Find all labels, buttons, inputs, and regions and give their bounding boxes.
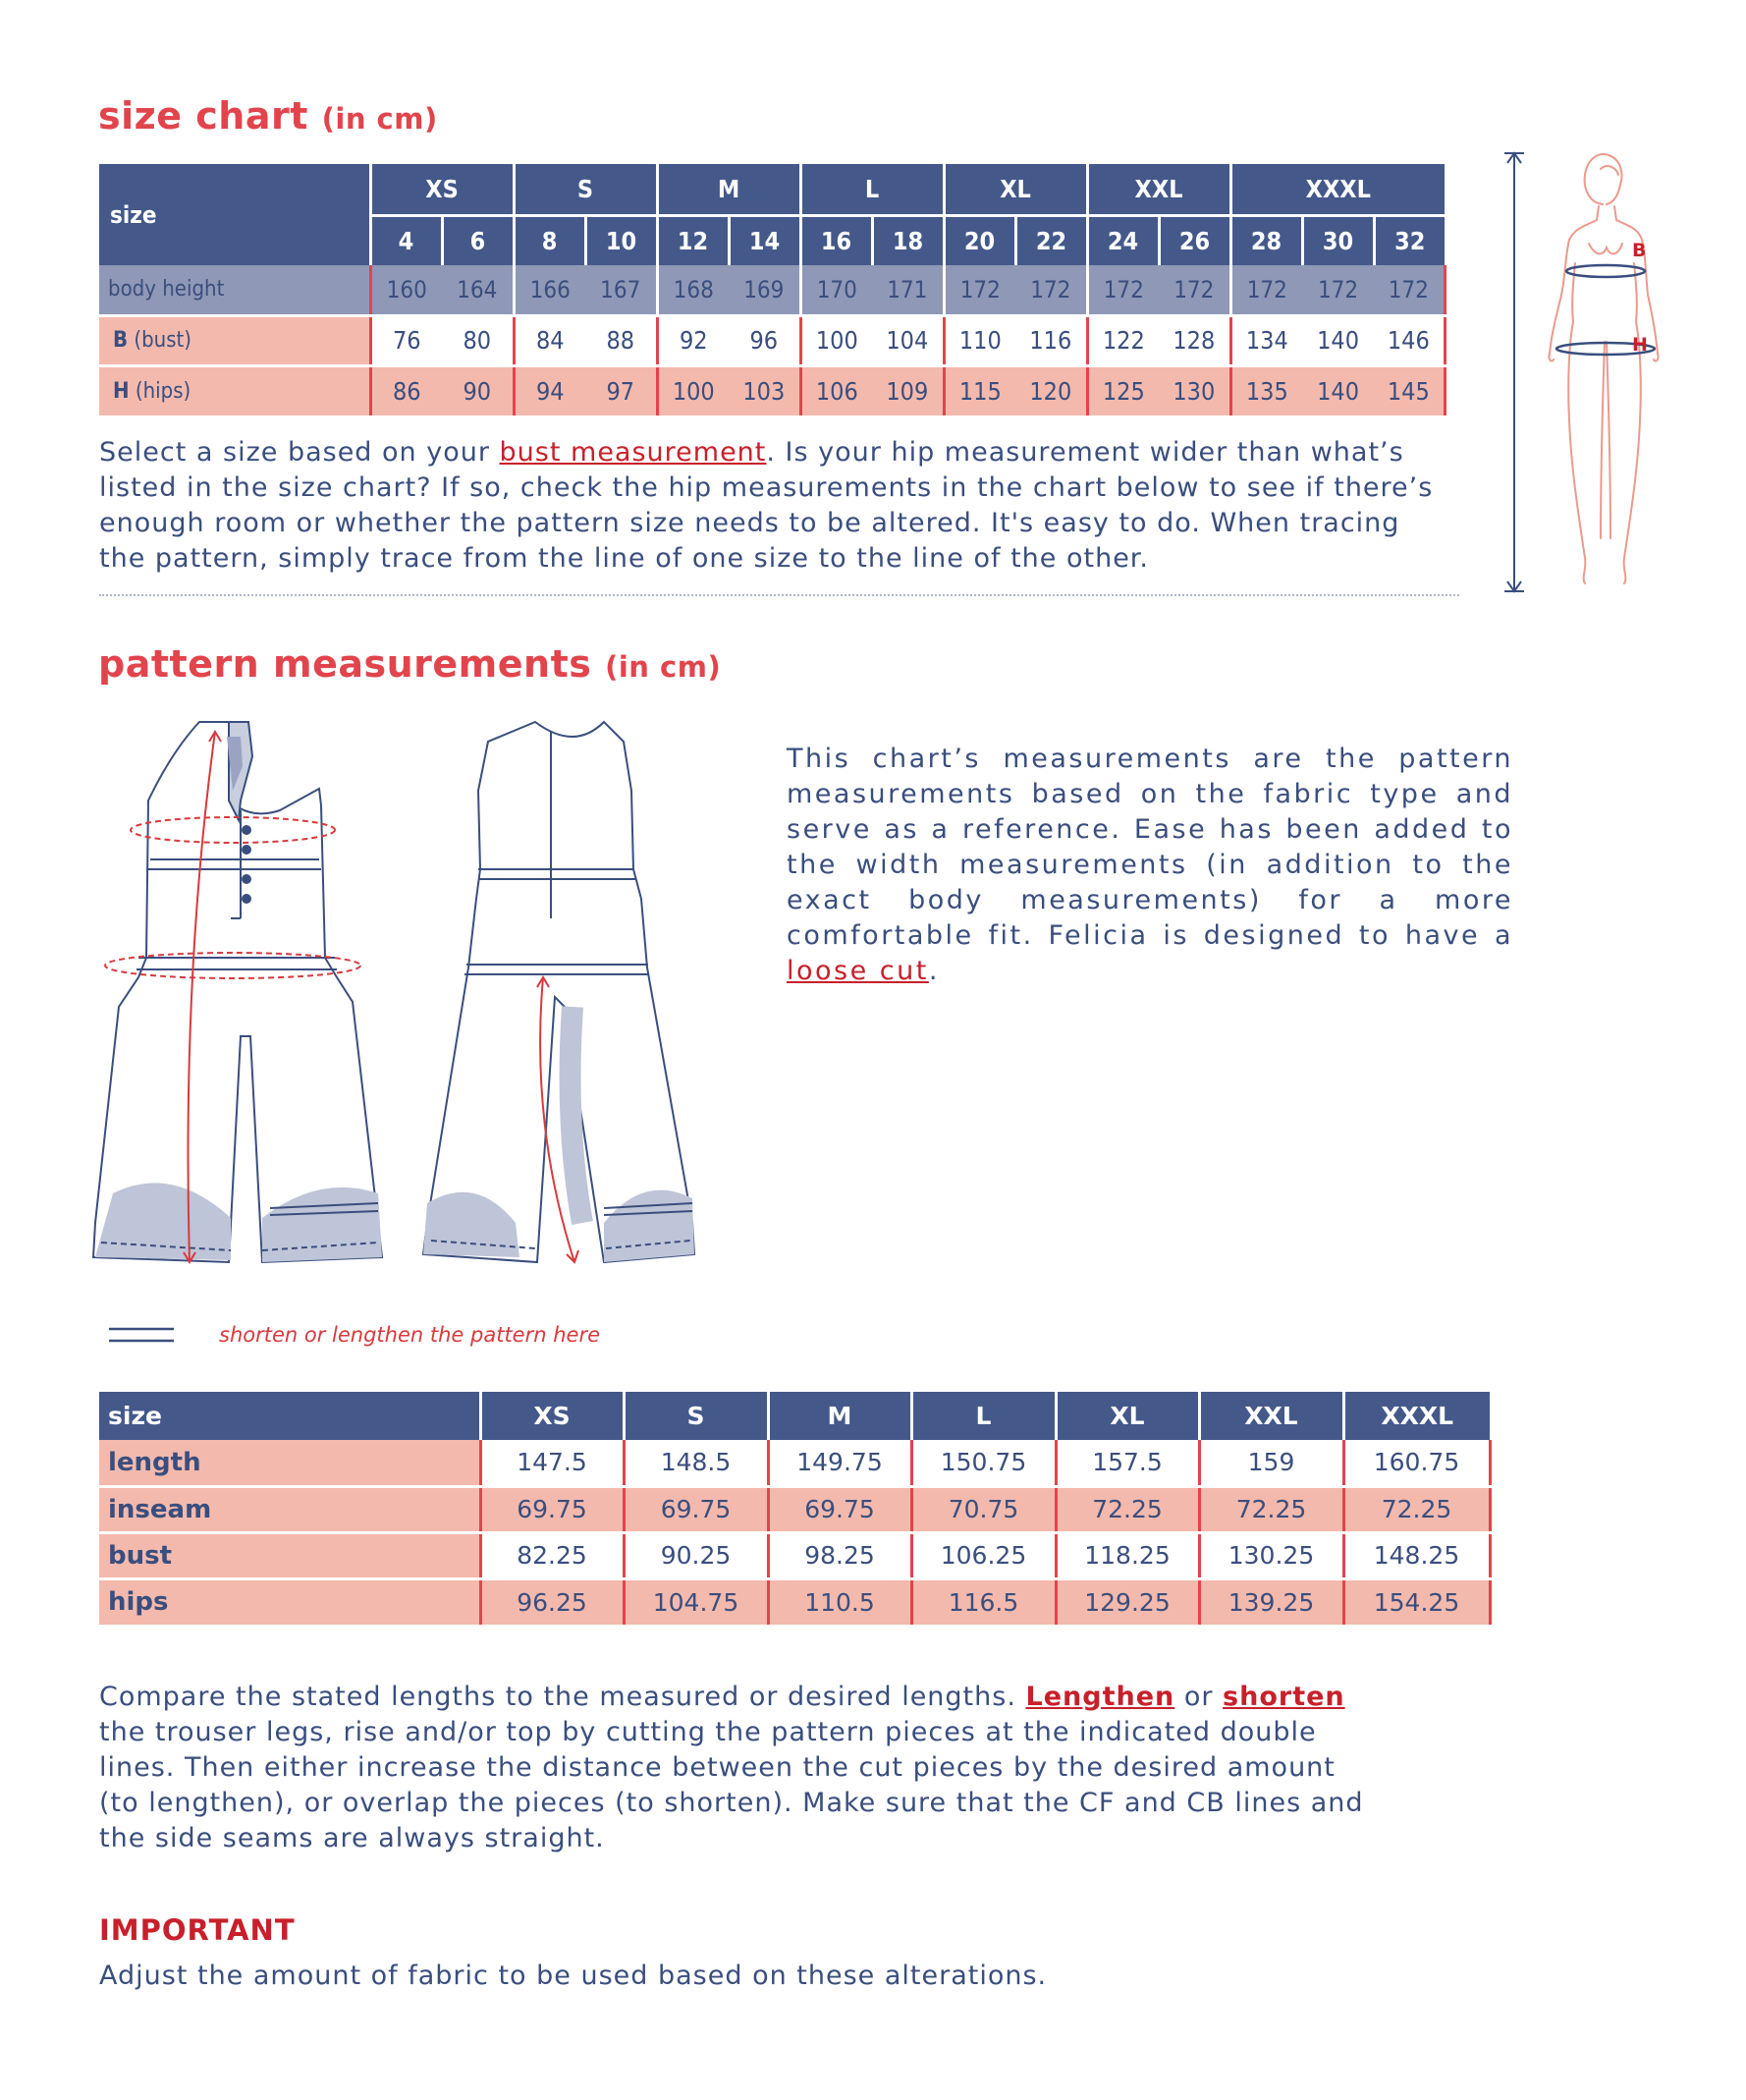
size-group-xs: XS: [370, 164, 514, 215]
body-height-row: [99, 265, 1445, 315]
size-number: 30: [1302, 215, 1374, 265]
pattern-cell: 69.75: [768, 1486, 911, 1532]
pattern-cell: 160.75: [1343, 1440, 1490, 1486]
pattern-description-end: .: [928, 956, 940, 986]
size-group-xl: XL: [944, 164, 1087, 215]
hips-value: 115: [944, 365, 1015, 415]
pattern-row-label: inseam: [99, 1486, 480, 1532]
size-number: 32: [1374, 215, 1445, 265]
hips-value: 130: [1159, 365, 1230, 415]
size-chart-unit: (in cm): [321, 102, 438, 136]
pattern-cell: 104.75: [624, 1578, 768, 1625]
pattern-size-xxl: XXL: [1199, 1392, 1343, 1440]
pattern-cell: 90.25: [624, 1532, 768, 1578]
pattern-cell: 72.25: [1056, 1486, 1199, 1532]
size-number: 12: [657, 215, 729, 265]
size-number: 16: [800, 215, 872, 265]
bust-value: 84: [514, 315, 585, 365]
hips-label-text: (hips): [135, 378, 191, 404]
body-height-value: 160: [370, 265, 442, 315]
pattern-header-label: size: [99, 1392, 480, 1440]
bust-label-text: (bust): [134, 328, 192, 353]
body-height-value: 164: [442, 265, 514, 315]
hips-value: 90: [442, 365, 514, 415]
shorten-link[interactable]: shorten: [1223, 1682, 1345, 1712]
pattern-cell: 69.75: [480, 1486, 624, 1532]
instructions-text-start: Select a size based on your: [99, 437, 500, 468]
size-group-xxl: XXL: [1087, 164, 1230, 215]
size-number: 28: [1230, 215, 1302, 265]
pattern-cell: 116.5: [911, 1578, 1056, 1625]
bust-value: 80: [442, 315, 514, 365]
figure-hips-label: H: [1632, 334, 1648, 356]
body-height-value: 170: [800, 265, 872, 315]
hips-value: 103: [729, 365, 800, 415]
body-height-value: 172: [1087, 265, 1159, 315]
size-chart-instructions: [99, 435, 1454, 577]
pattern-cell: 149.75: [768, 1440, 911, 1486]
pattern-row-label: hips: [99, 1578, 480, 1625]
pattern-cell: 98.25: [768, 1532, 911, 1578]
size-number: 26: [1159, 215, 1230, 265]
size-chart-table: [99, 164, 1446, 415]
size-number: 4: [370, 215, 442, 265]
pattern-cell: 72.25: [1199, 1486, 1343, 1532]
hips-value: 86: [370, 365, 442, 415]
hips-value: 100: [657, 365, 729, 415]
pattern-cell: 147.5: [480, 1440, 624, 1486]
body-height-label: body height: [99, 265, 370, 315]
alteration-text-1: Compare the stated lengths to the measured or desired lengths.: [99, 1682, 1026, 1712]
section-divider: [99, 594, 1459, 596]
pattern-cell: 139.25: [1199, 1578, 1343, 1625]
bust-measure-line: [1566, 265, 1645, 277]
pattern-size-xs: XS: [480, 1392, 624, 1440]
bust-value: 88: [585, 315, 657, 365]
pattern-cell: 130.25: [1199, 1532, 1343, 1578]
body-height-value: 171: [872, 265, 944, 315]
body-height-value: 172: [944, 265, 1015, 315]
bust-value: 122: [1087, 315, 1159, 365]
hips-value: 140: [1302, 365, 1374, 415]
bust-value: 92: [657, 315, 729, 365]
pattern-title-text: pattern measurements: [98, 642, 592, 686]
bust-value: 116: [1015, 315, 1087, 365]
hips-value: 145: [1374, 365, 1445, 415]
body-height-value: 172: [1302, 265, 1374, 315]
size-number: 20: [944, 215, 1015, 265]
pattern-row-length: [99, 1440, 1490, 1486]
size-group-row: [99, 164, 1445, 215]
bust-value: 140: [1302, 315, 1374, 365]
legend-text: shorten or lengthen the pattern here: [219, 1323, 600, 1347]
hips-label: [99, 365, 370, 415]
size-number: 22: [1015, 215, 1087, 265]
pattern-title: [98, 642, 721, 686]
important-heading: IMPORTANT: [99, 1913, 296, 1947]
pattern-description: [787, 742, 1513, 989]
size-number: 8: [514, 215, 585, 265]
pattern-cell: 148.25: [1343, 1532, 1490, 1578]
pattern-cell: 118.25: [1056, 1532, 1199, 1578]
bust-value: 128: [1159, 315, 1230, 365]
pattern-size-xxxl: XXXL: [1343, 1392, 1490, 1440]
size-group-m: M: [657, 164, 800, 215]
pattern-row-label: length: [99, 1440, 480, 1486]
size-chart-title-text: size chart: [98, 94, 308, 138]
pattern-row-label: bust: [99, 1532, 480, 1578]
pattern-cell: 157.5: [1056, 1440, 1199, 1486]
pattern-row-bust: [99, 1532, 1490, 1578]
size-number: 24: [1087, 215, 1159, 265]
pattern-row-hips: [99, 1578, 1490, 1625]
pattern-cell: 70.75: [911, 1486, 1056, 1532]
pattern-cell: 69.75: [624, 1486, 768, 1532]
bust-label: [99, 315, 370, 365]
jumpsuit-back: [423, 722, 694, 1262]
size-group-xxxl: XXXL: [1230, 164, 1445, 215]
pattern-cell: 154.25: [1343, 1578, 1490, 1625]
woman-outline: [1549, 154, 1658, 583]
pattern-cell: 110.5: [768, 1578, 911, 1625]
bust-row: [99, 315, 1445, 365]
hips-value: 94: [514, 365, 585, 415]
body-height-value: 169: [729, 265, 800, 315]
pattern-size-xl: XL: [1056, 1392, 1199, 1440]
hips-value: 125: [1087, 365, 1159, 415]
jumpsuit-front: [93, 722, 382, 1262]
pattern-cell: 82.25: [480, 1532, 624, 1578]
body-height-value: 172: [1159, 265, 1230, 315]
bust-value: 110: [944, 315, 1015, 365]
pattern-cell: 148.5: [624, 1440, 768, 1486]
pattern-unit: (in cm): [605, 650, 722, 684]
pattern-cell: 96.25: [480, 1578, 624, 1625]
hips-value: 106: [800, 365, 872, 415]
size-group-s: S: [514, 164, 657, 215]
pattern-cell: 150.75: [911, 1440, 1056, 1486]
size-group-l: L: [800, 164, 944, 215]
pattern-cell: 106.25: [911, 1532, 1056, 1578]
pattern-size-m: M: [768, 1392, 911, 1440]
pattern-cell: 72.25: [1343, 1486, 1490, 1532]
size-number: 18: [872, 215, 944, 265]
size-chart-title: [98, 94, 438, 138]
size-header-label: size: [99, 164, 370, 265]
bust-measurement-link[interactable]: bust measurement: [499, 437, 767, 468]
size-number: 6: [442, 215, 514, 265]
hips-value: 135: [1230, 365, 1302, 415]
body-figure-illustration: [1491, 145, 1697, 599]
bust-label-letter: B: [113, 328, 129, 353]
pattern-header-row: [99, 1392, 1490, 1440]
hips-value: 97: [585, 365, 657, 415]
important-text: Adjust the amount of fabric to be used based on these alterations.: [99, 1961, 1048, 1991]
jumpsuit-illustration: [83, 712, 761, 1301]
pattern-size-s: S: [624, 1392, 768, 1440]
bust-value: 134: [1230, 315, 1302, 365]
body-height-value: 172: [1374, 265, 1445, 315]
bust-value: 146: [1374, 315, 1445, 365]
hips-label-letter: H: [113, 378, 130, 404]
pattern-description-text: This chart’s measurements are the pattern measurements based on the fabric type and serve as a reference. Ease has been added to the width measurements (in addition to the exact body measurements) for a more comfortable fit. Felicia is designed to have a: [787, 744, 1513, 951]
double-line-legend-icon: [109, 1325, 174, 1347]
body-height-value: 166: [514, 265, 585, 315]
height-arrow: [1504, 153, 1524, 591]
alteration-instructions: [99, 1680, 1376, 1856]
bust-value: 104: [872, 315, 944, 365]
alteration-text-2: or: [1174, 1682, 1224, 1712]
hips-row: [99, 365, 1445, 415]
pattern-row-inseam: [99, 1486, 1490, 1532]
pattern-size-l: L: [911, 1392, 1056, 1440]
body-height-value: 167: [585, 265, 657, 315]
pattern-cell: 129.25: [1056, 1578, 1199, 1625]
alteration-text-3: the trouser legs, rise and/or top by cutting the pattern pieces at the indicated double lines. Then either increase the distance between the cut pieces by the desired amount (to lengthen), or overlap the pieces (to shorten). Make sure that the CF and CB lines and the side seams are always straight.: [99, 1717, 1364, 1853]
hips-value: 120: [1015, 365, 1087, 415]
bust-value: 76: [370, 315, 442, 365]
body-height-value: 172: [1015, 265, 1087, 315]
loose-cut-link[interactable]: loose cut: [787, 956, 929, 986]
pattern-measurements-table: [99, 1392, 1492, 1625]
lengthen-link[interactable]: Lengthen: [1025, 1682, 1175, 1712]
instructions-text-end: . Is your hip measurement wider than what’s listed in the size chart? If so, check the hip measurements in the chart below to see if there’s enough room or whether the pattern size needs to be altered. It's easy to do. When tracing the pattern, simply trace from the line of one size to the line of the other.: [99, 437, 1434, 574]
body-height-value: 168: [657, 265, 729, 315]
body-height-value: 172: [1230, 265, 1302, 315]
bust-value: 96: [729, 315, 800, 365]
bust-value: 100: [800, 315, 872, 365]
size-number: 14: [729, 215, 800, 265]
figure-bust-label: B: [1632, 240, 1647, 261]
hips-value: 109: [872, 365, 944, 415]
pattern-cell: 159: [1199, 1440, 1343, 1486]
size-number: 10: [585, 215, 657, 265]
